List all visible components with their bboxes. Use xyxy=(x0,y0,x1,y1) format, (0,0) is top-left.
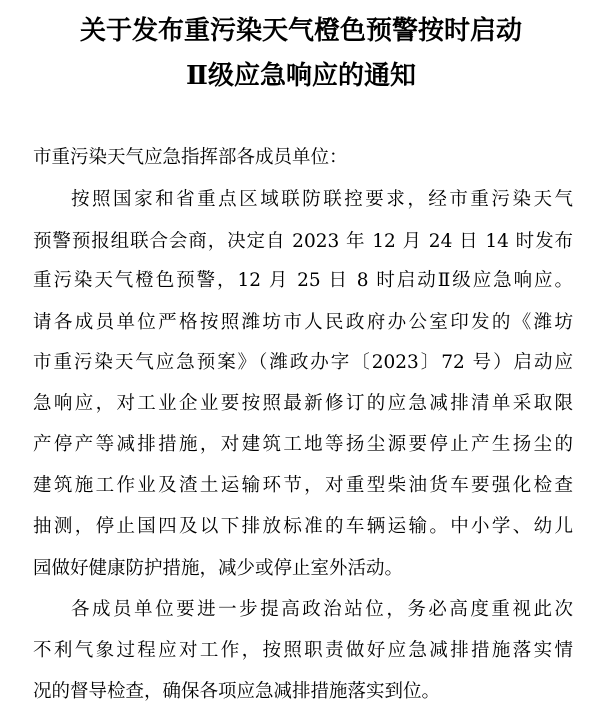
paragraph-line: 重污染天气橙色预警，12 月 25 日 8 时启动Ⅱ级应急响应。 xyxy=(33,270,573,291)
paragraph-line: 市重污染天气应急预案》（潍政办字〔2023〕72 号）启动应 xyxy=(33,352,573,373)
paragraph-line: 预警预报组联合会商，决定自 2023 年 12 月 24 日 14 时发布 xyxy=(33,231,573,252)
paragraph-line: 园做好健康防护措施，减少或停止室外活动。 xyxy=(33,558,404,579)
salutation: 市重污染天气应急指挥部各成员单位： xyxy=(33,147,348,168)
title-line-2: Ⅱ级应急响应的通知 xyxy=(186,61,416,91)
paragraph-line: 各成员单位要进一步提高政治站位，务必高度重视此次 xyxy=(71,599,573,620)
paragraph-line: 按照国家和省重点区域联防联控要求，经市重污染天气 xyxy=(71,189,573,210)
paragraph-line: 建筑施工作业及渣土运输环节，对重型柴油货车要强化检查 xyxy=(33,475,573,496)
paragraph-line: 急响应，对工业企业要按照最新修订的应急减排清单采取限 xyxy=(33,393,573,414)
paragraph-line: 抽测，停止国四及以下排放标准的车辆运输。中小学、幼儿 xyxy=(33,516,573,537)
title-line-1: 关于发布重污染天气橙色预警按时启动 xyxy=(79,16,522,46)
paragraph-line: 不利气象过程应对工作，按照职责做好应急减排措施落实情 xyxy=(33,640,573,661)
paragraph-line: 况的督导检查，确保各项应急减排措施落实到位。 xyxy=(33,681,441,702)
paragraph-line: 产停产等减排措施，对建筑工地等扬尘源要停止产生扬尘的 xyxy=(33,434,573,455)
paragraph-line: 请各成员单位严格按照潍坊市人民政府办公室印发的《潍坊 xyxy=(33,312,573,333)
